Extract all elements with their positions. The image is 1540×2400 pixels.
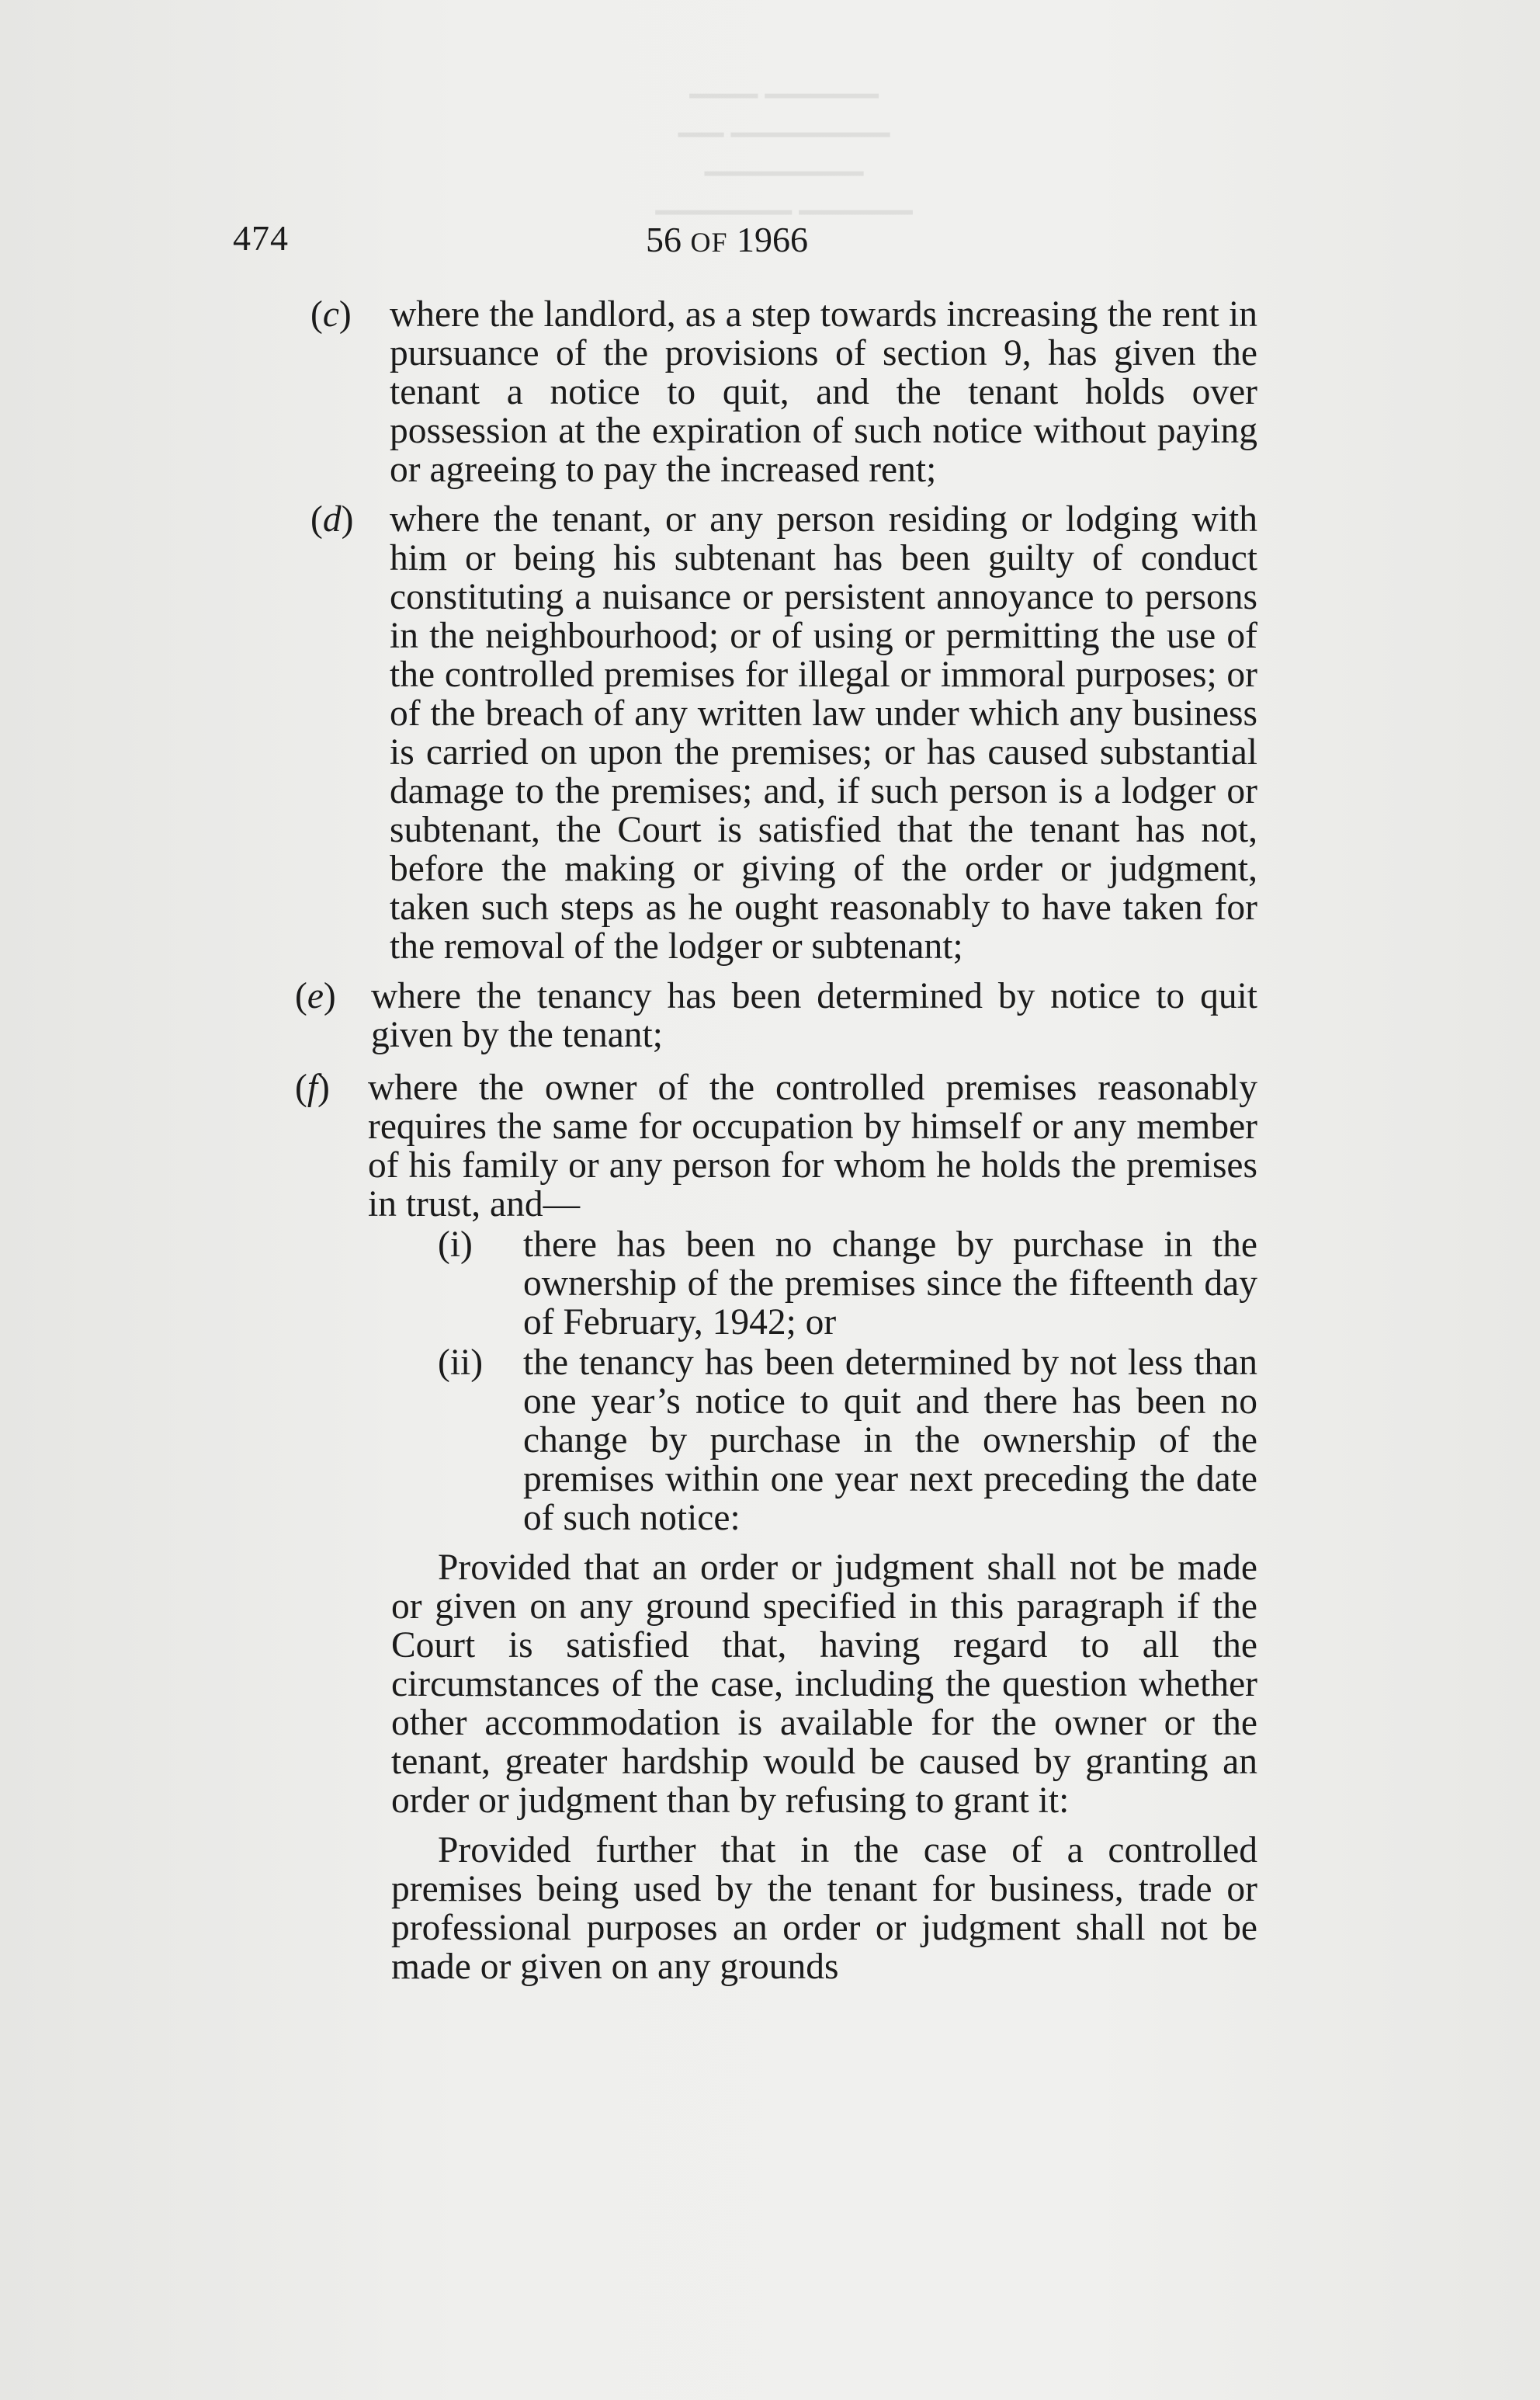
paragraph-label: (e): [295, 976, 336, 1016]
body-text: [295, 295, 1257, 1986]
paragraph-text: where the tenant, or any person residing or lodging with him or being his subtenant has been guilty of conduct constituting a nuisance or persistent annoyance to persons in the neighbourhood; or of using or permitting the use of the controlled premises for illegal or immoral purposes; or of the breach of any written law under which any business is carried on upon the premises; or has caused substantial damage to the premises; and, if such person is a lodger or subtenant, the Court is satisfied that the tenant has not, before the making or giving of the order or judgment, taken such steps as he ought reasonably to have taken for the removal of the lodger or subtenant;: [390, 499, 1257, 967]
paragraph-e: [295, 977, 1257, 1054]
page-header: [0, 217, 1540, 272]
paragraph-text: where the tenancy has been determined by notice to quit given by the tenant;: [371, 976, 1257, 1055]
act-reference: [646, 219, 808, 260]
paragraph-text: where the landlord, as a step towards increasing the rent in pursuance of the provisions of section 9, has given the tenant a notice to quit, and the tenant holds over possession at the expiration of such notice without paying or agreeing to pay the increased rent;: [390, 294, 1257, 490]
proviso-1: Provided that an order or judgment shall not be made or given on any ground specified in this paragraph if the Court is satisfied that, having regard to all the circumstances of the case, including the question whether other accommodation is available for the owner or the tenant, greater hardship would be caused by granting an order or judgment than by refusing to grant it:: [391, 1547, 1257, 1821]
paragraph-label: (c): [310, 294, 352, 335]
show-through-texture: ▁▁▁▁▁ ▁▁▁ ▁▁▁▁▁▁▁ ▁▁ ▁▁▁▁▁▁▁ ▁▁▁▁▁ ▁▁▁▁▁▁: [655, 65, 913, 214]
subparagraph-ii: [295, 1343, 1257, 1537]
subparagraph-text: the tenancy has been determined by not less than one year’s notice to quit and there has been no change by purchase in the ownership of the premises within one year next preceding the date of such notice:: [523, 1342, 1257, 1538]
paragraph-d: [295, 500, 1257, 966]
paragraph-c: [295, 295, 1257, 489]
paragraph-text: where the owner of the controlled premises reasonably requires the same for occupation by himself or any member of his family or any person for whom he holds the premises in trust, and—: [368, 1068, 1257, 1224]
paragraph-label: (d): [310, 499, 354, 540]
act-number: 56: [646, 220, 682, 259]
paragraph-f: [295, 1068, 1257, 1224]
act-year: 1966: [737, 220, 809, 259]
subparagraph-text: there has been no change by purchase in the ownership of the premises since the fifteenth day of February, 1942; or: [523, 1224, 1257, 1342]
subparagraph-i: [295, 1225, 1257, 1342]
paragraph-label: (f): [295, 1068, 330, 1108]
proviso-2: Provided further that in the case of a controlled premises being used by the tenant for business, trade or professional purposes an order or judgment shall not be made or given on any grounds: [391, 1830, 1257, 1987]
subparagraph-label: (ii): [438, 1342, 484, 1383]
act-of: OF: [690, 227, 728, 258]
page-number: 474: [233, 218, 289, 258]
subparagraph-label: (i): [438, 1224, 473, 1265]
